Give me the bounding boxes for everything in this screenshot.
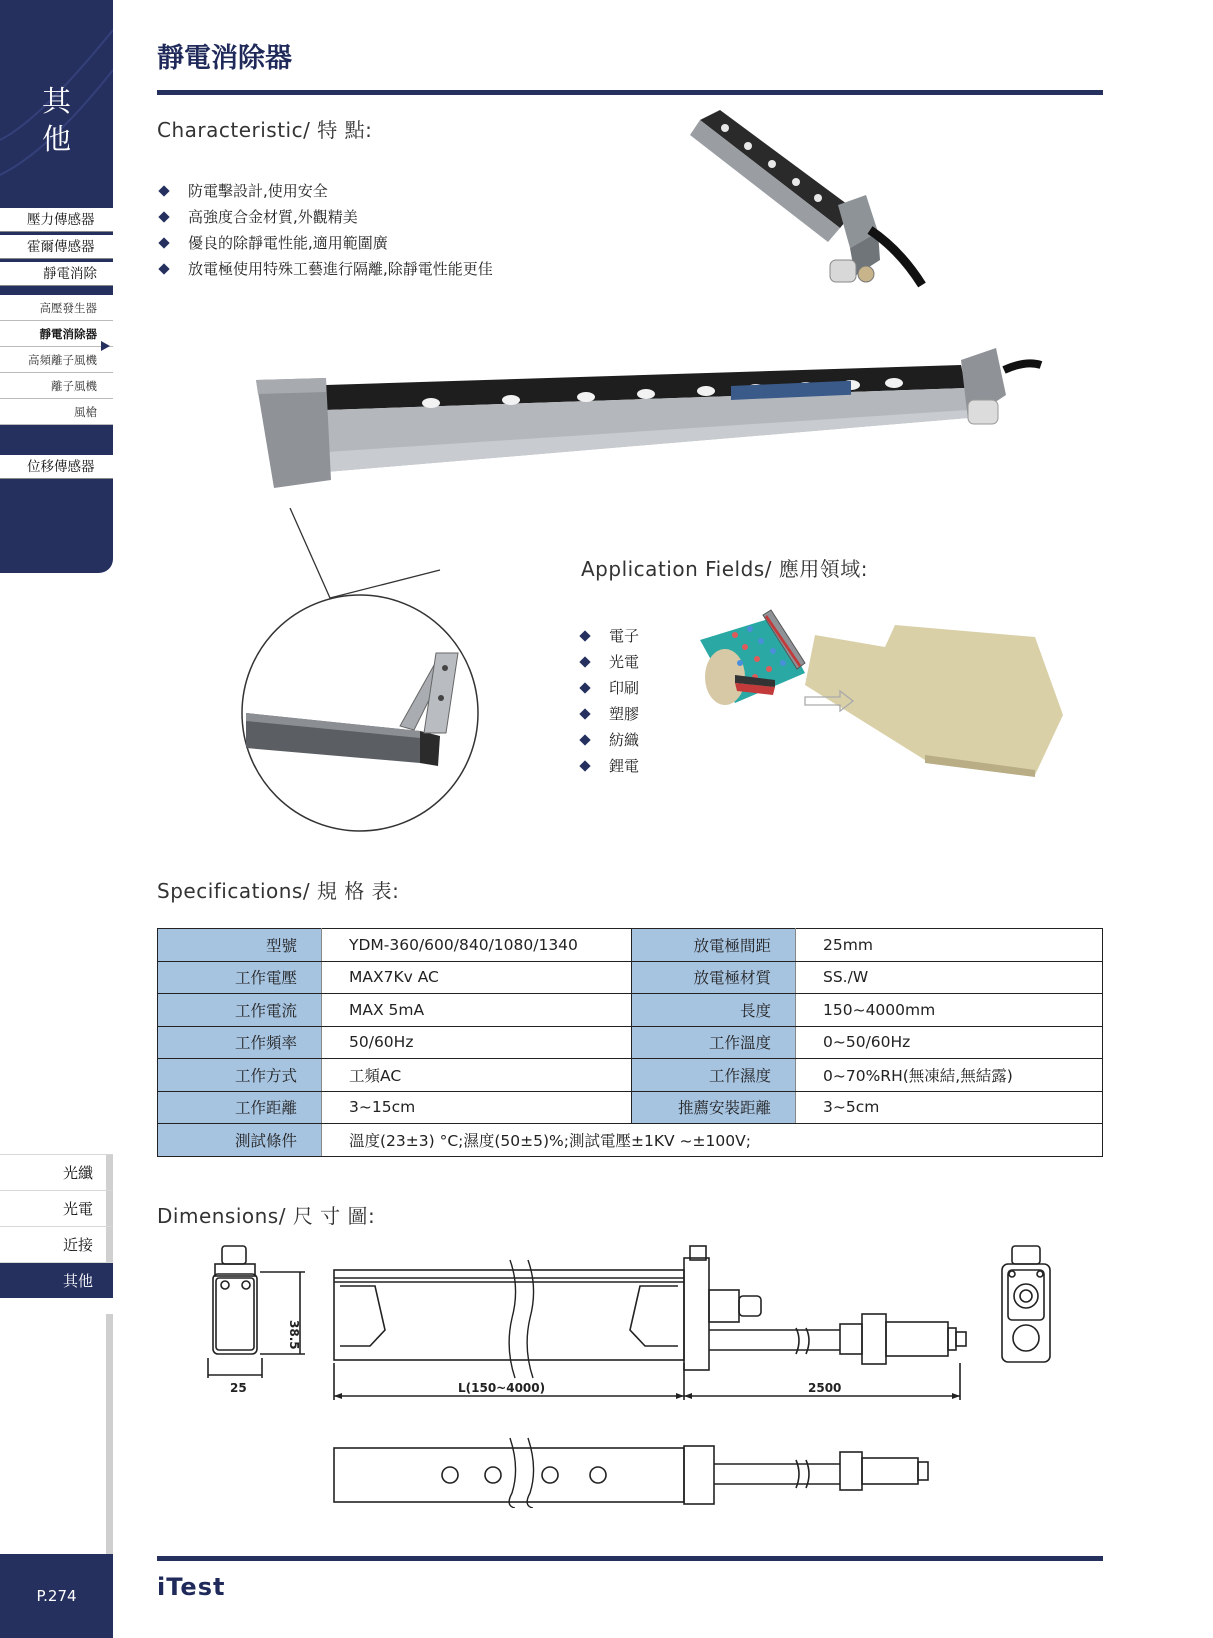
footer-rule bbox=[157, 1556, 1103, 1561]
sidebar-sub-static-bar[interactable]: 靜電消除器 bbox=[0, 321, 113, 347]
bracket-callout-image bbox=[240, 508, 480, 833]
application-item: 電子 bbox=[578, 623, 639, 649]
spec-label: 型號 bbox=[158, 929, 322, 962]
spec-value: YDM-360/600/840/1080/1340 bbox=[322, 929, 632, 962]
spec-label: 測試條件 bbox=[158, 1124, 322, 1157]
table-row bbox=[158, 1059, 1103, 1092]
characteristic-heading: Characteristic/ 特 點: bbox=[157, 118, 373, 142]
spec-value: 溫度(23±3) °C;濕度(50±5)%;測試電壓±1KV ~±100V; bbox=[322, 1124, 1103, 1157]
feature-item: 放電極使用特殊工藝進行隔離,除靜電性能更佳 bbox=[157, 256, 493, 282]
application-item: 光電 bbox=[578, 649, 639, 675]
dim-height-label: 38.5 bbox=[287, 1320, 301, 1350]
feature-item: 高強度合金材質,外觀精美 bbox=[157, 204, 493, 230]
tab-others[interactable]: 其他 bbox=[0, 1262, 113, 1298]
spec-label: 工作頻率 bbox=[158, 1026, 322, 1059]
sidebar-item-static-eliminator[interactable]: 靜電消除 bbox=[0, 262, 113, 286]
spec-value: 50/60Hz bbox=[322, 1026, 632, 1059]
sidebar-gray-bar bbox=[106, 1314, 113, 1554]
dimension-drawing bbox=[200, 1238, 1060, 1508]
diamond-bullet-icon bbox=[579, 682, 590, 693]
spec-label: 工作距離 bbox=[158, 1091, 322, 1124]
sidebar-sub-air-gun[interactable]: 風槍 bbox=[0, 399, 113, 425]
specifications-heading: Specifications/ 規 格 表: bbox=[157, 879, 400, 903]
sidebar-item-displacement-sensor[interactable]: 位移傳感器 bbox=[0, 455, 113, 479]
spec-label: 長度 bbox=[632, 994, 796, 1027]
spec-label: 工作濕度 bbox=[632, 1059, 796, 1092]
spec-value: MAX7Kv AC bbox=[322, 961, 632, 994]
diamond-bullet-icon bbox=[158, 211, 169, 222]
sidebar-sub-hv-generator[interactable]: 高壓發生器 bbox=[0, 295, 113, 321]
category-vertical-title: 其 他 bbox=[41, 84, 71, 156]
table-row bbox=[158, 1026, 1103, 1059]
dim-width-label: 25 bbox=[230, 1381, 247, 1395]
diamond-bullet-icon bbox=[579, 708, 590, 719]
sidebar-item-hall-sensor[interactable]: 霍爾傳感器 bbox=[0, 235, 113, 259]
title-rule bbox=[157, 90, 1103, 95]
table-row bbox=[158, 1124, 1103, 1157]
tab-proximity[interactable]: 近接 bbox=[0, 1226, 113, 1262]
spec-value: MAX 5mA bbox=[322, 994, 632, 1027]
spec-value: 150~4000mm bbox=[796, 994, 1103, 1027]
brand-logo: iTest bbox=[157, 1573, 226, 1601]
spec-table bbox=[157, 928, 1103, 1157]
spec-label: 放電極材質 bbox=[632, 961, 796, 994]
diamond-bullet-icon bbox=[158, 237, 169, 248]
diamond-bullet-icon bbox=[579, 656, 590, 667]
feature-item: 防電擊設計,使用安全 bbox=[157, 178, 493, 204]
spec-value: 0~50/60Hz bbox=[796, 1026, 1103, 1059]
spec-value: 3~5cm bbox=[796, 1091, 1103, 1124]
application-item: 塑膠 bbox=[578, 701, 639, 727]
application-item: 鋰電 bbox=[578, 753, 639, 779]
sidebar-top bbox=[0, 0, 113, 573]
diamond-bullet-icon bbox=[158, 263, 169, 274]
table-row bbox=[158, 994, 1103, 1027]
application-heading: Application Fields/ 應用領域: bbox=[581, 557, 869, 581]
table-row bbox=[158, 961, 1103, 994]
sidebar-sub-hf-ion-fan[interactable]: 高頻離子風機 bbox=[0, 347, 113, 373]
application-item: 紡織 bbox=[578, 727, 639, 753]
table-row bbox=[158, 929, 1103, 962]
spec-value: SS./W bbox=[796, 961, 1103, 994]
tab-photoelectric[interactable]: 光電 bbox=[0, 1190, 113, 1226]
sidebar-sub-ion-fan[interactable]: 離子風機 bbox=[0, 373, 113, 399]
spec-label: 工作電壓 bbox=[158, 961, 322, 994]
diamond-bullet-icon bbox=[579, 760, 590, 771]
sidebar-item-pressure-sensor[interactable]: 壓力傳感器 bbox=[0, 208, 113, 232]
tab-fiber[interactable]: 光纖 bbox=[0, 1154, 113, 1190]
active-indicator-arrow-icon bbox=[101, 341, 110, 351]
product-closeup-image bbox=[690, 110, 950, 310]
diamond-bullet-icon bbox=[579, 734, 590, 745]
feature-list bbox=[157, 178, 493, 282]
spec-value: 25mm bbox=[796, 929, 1103, 962]
spec-label: 工作電流 bbox=[158, 994, 322, 1027]
application-list bbox=[578, 623, 639, 779]
page-title: 靜電消除器 bbox=[157, 43, 292, 74]
table-row bbox=[158, 1091, 1103, 1124]
page-number: P.274 bbox=[0, 1554, 113, 1638]
spec-label: 放電極間距 bbox=[632, 929, 796, 962]
spec-value: 工頻AC bbox=[322, 1059, 632, 1092]
product-main-image bbox=[226, 340, 1046, 520]
spec-label: 推薦安裝距離 bbox=[632, 1091, 796, 1124]
application-item: 印刷 bbox=[578, 675, 639, 701]
dim-cable-label: 2500 bbox=[808, 1381, 842, 1395]
spec-label: 工作溫度 bbox=[632, 1026, 796, 1059]
spec-label: 工作方式 bbox=[158, 1059, 322, 1092]
application-illustration bbox=[695, 605, 1065, 780]
dimensions-heading: Dimensions/ 尺 寸 圖: bbox=[157, 1204, 376, 1228]
diamond-bullet-icon bbox=[579, 630, 590, 641]
diamond-bullet-icon bbox=[158, 185, 169, 196]
dim-length-label: L(150~4000) bbox=[458, 1381, 546, 1395]
spec-value: 0~70%RH(無凍結,無結露) bbox=[796, 1059, 1103, 1092]
spec-value: 3~15cm bbox=[322, 1091, 632, 1124]
feature-item: 優良的除靜電性能,適用範圍廣 bbox=[157, 230, 493, 256]
